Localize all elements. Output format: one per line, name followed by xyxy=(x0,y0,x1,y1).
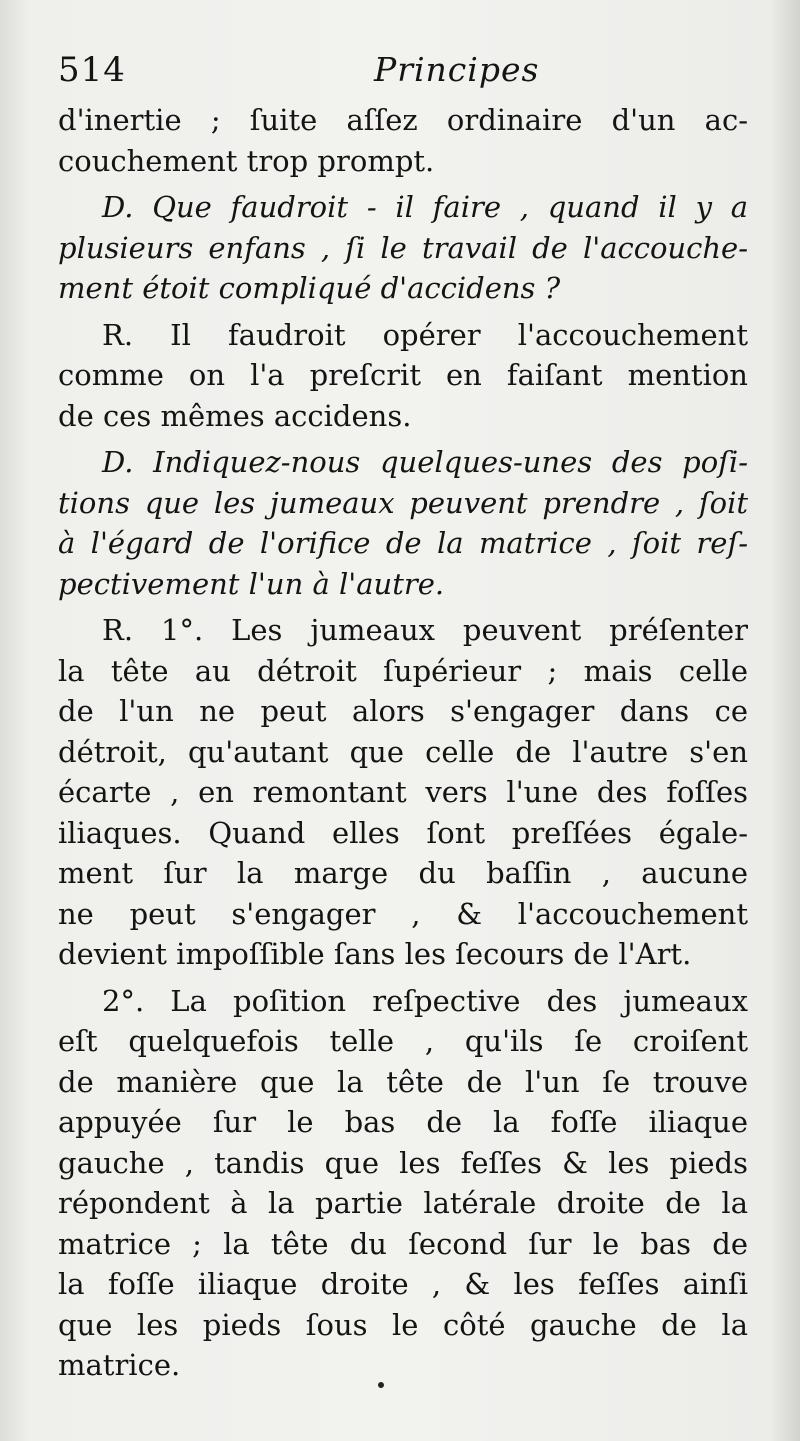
text-line: eſt quelquefois telle , qu'ils ſe croiſent xyxy=(58,1024,748,1058)
text-line: écarte , en remontant vers l'une des foſſes xyxy=(58,775,748,809)
text-line: 2°. La poſition reſpective des jumeaux xyxy=(102,983,748,1018)
ink-speck xyxy=(378,1382,384,1388)
text-line: ne peut s'engager , & l'accouchement xyxy=(58,896,748,931)
answer-paragraph xyxy=(58,981,748,1386)
text-line: couchement trop prompt. xyxy=(58,143,435,178)
text-line: R. Il faudroit opérer l'accouchement xyxy=(102,317,748,352)
question-paragraph xyxy=(58,442,748,604)
text-line: tions que les jumeaux peuvent prendre , ſoit xyxy=(58,485,748,520)
text-line: matrice. xyxy=(58,1348,181,1382)
text-line: de l'un ne peut alors s'engager dans ce xyxy=(58,694,748,728)
text-line: la tête au détroit ſupérieur ; mais celle xyxy=(58,653,748,688)
text-line: de ces mêmes accidens. xyxy=(58,398,412,433)
text-line: ment étoit compliqué d'accidens ? xyxy=(58,271,561,305)
text-line: D. Indiquez-nous quelques-unes des poſi- xyxy=(102,445,748,479)
text-line: comme on l'a preſcrit en faiſant mention xyxy=(58,358,748,392)
page-header xyxy=(58,50,748,94)
text-line: que les pieds ſous le côté gauche de la xyxy=(58,1307,748,1342)
text-line: devient impoſſible ſans les ſecours de l'Art. xyxy=(58,937,692,971)
text-line: iliaques. Quand elles ſont preſſées égale- xyxy=(58,815,748,850)
text-line: appuyée ſur le bas de la foſſe iliaque xyxy=(58,1105,748,1139)
question-paragraph xyxy=(58,187,748,309)
paragraph xyxy=(58,100,748,181)
text-line: R. 1°. Les jumeaux peuvent préſenter xyxy=(102,613,748,647)
text-line: matrice ; la tête du ſecond ſur le bas de xyxy=(58,1226,748,1261)
text-line: répondent à la partie latérale droite de la xyxy=(58,1186,748,1220)
answer-paragraph xyxy=(58,610,748,975)
running-title: Principes xyxy=(374,50,540,89)
text-line: pectivement l'un à l'autre. xyxy=(58,566,445,601)
text-line: à l'égard de l'orifice de la matrice , ſoit reſ- xyxy=(58,526,748,560)
page-body xyxy=(58,100,748,1392)
text-line: de manière que la tête de l'un ſe trouve xyxy=(58,1064,748,1099)
text-line: détroit, qu'autant que celle de l'autre s'en xyxy=(58,734,748,769)
text-line: D. Que faudroit - il faire , quand il y a xyxy=(102,190,748,224)
text-line: d'inertie ; ſuite aſſez ordinaire d'un ac- xyxy=(58,103,748,137)
page-number: 514 xyxy=(58,50,126,90)
text-line: ment ſur la marge du baſſin , aucune xyxy=(58,856,748,890)
text-line: plusieurs enfans , ſi le travail de l'accouche- xyxy=(58,230,748,265)
text-line: gauche , tandis que les feſſes & les pieds xyxy=(58,1145,748,1180)
text-line: la foſſe iliaque droite , & les feſſes ainſi xyxy=(58,1267,748,1301)
answer-paragraph xyxy=(58,315,748,437)
